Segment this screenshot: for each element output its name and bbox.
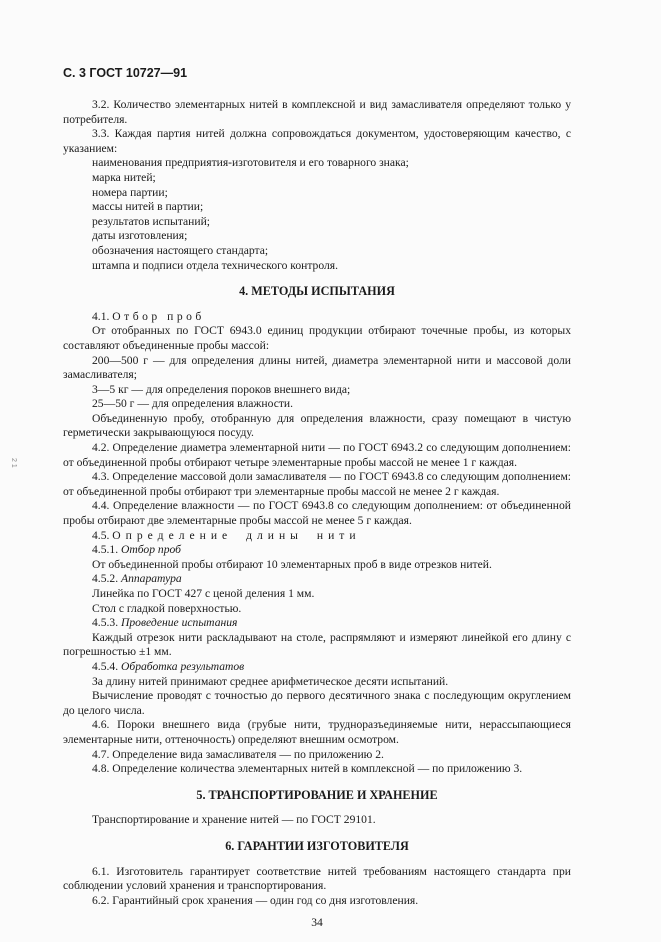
list-3-3 [63,156,571,273]
section-5-heading: 5. ТРАНСПОРТИРОВАНИЕ И ХРАНЕНИЕ [196,787,438,802]
subsection-4-5-1 [63,543,571,558]
list-item: номера партии; [92,185,168,199]
margin-mark: 2 1 [10,458,17,468]
list-item: наименования предприятия-изготовителя и его товарного знака; [92,156,409,170]
list-item: обозначения настоящего стандарта; [92,243,269,257]
subsection-4-1 [63,310,571,325]
page-number: 34 [311,916,323,930]
paragraph-6-2: 6.2. Гарантийный срок хранения — один год со дня изготовления. [92,893,419,907]
paragraph-4-5-2-a: Линейка по ГОСТ 427 с ценой деления 1 мм. [92,587,315,600]
subsection-number: 4.5.3. [92,616,121,630]
subsection-title: Аппаратура [120,572,182,586]
section-6-heading: 6. ГАРАНТИИ ИЗГОТОВИТЕЛЯ [225,838,409,853]
subsection-number: 4.5. [92,528,113,542]
list-item: марка нитей; [92,170,156,184]
paragraph-4-7: 4.7. Определение вида замасливателя — по приложению 2. [92,747,384,761]
list-item: результатов испытаний; [92,214,211,228]
paragraph-4-8: 4.8. Определение количества элементарных нитей в комплексной — по приложению 3. [92,762,523,776]
paragraph-6-1: 6.1. Изготовитель гарантирует соответствие нитей требованиям настоящего стандарта при соблюдении условий хранения и транспортирования. [63,864,571,893]
subsection-title: Обработка результатов [120,659,245,673]
paragraph-4-5-4-b: Вычисление проводят с точностью до первого десятичного знака с последующим округлением до целого числа. [63,689,571,717]
paragraph-3-2: 3.2. Количество элементарных нитей в комплексной и вид замасливателя определяют только у потребителя. [63,98,571,126]
subsection-number: 4.1. [92,309,113,323]
paragraph-4-3: 4.3. Определение массовой доли замасливателя — по ГОСТ 6943.8 со следующим дополнением: от объединенной пробы отбирают три элементарные пробы массой не менее 2 г каждая. [63,470,571,498]
subsection-title: Отбор проб [112,309,205,323]
subsection-4-5-3 [63,616,571,631]
page-header: С. 3 ГОСТ 10727—91 [63,66,188,80]
paragraph-4-5-2-b: Стол с гладкой поверхностью. [92,601,242,615]
section-4-heading: 4. МЕТОДЫ ИСПЫТАНИЯ [239,284,395,299]
paragraph-4-1-e: Объединенную пробу, отобранную для определения влажности, сразу помещают в чистую герметически закрывающуюся посуду. [63,411,571,440]
subsection-title: Определение длины нити [112,528,361,542]
subsection-number: 4.5.1. [92,543,121,557]
paragraph-4-5-1: От объединенной пробы отбирают 10 элементарных проб в виде отрезков нитей. [92,557,492,571]
subsection-4-5-4 [63,660,571,675]
list-item: даты изготовления; [92,229,188,243]
list-item: массы нитей в партии; [92,200,204,214]
paragraph-5: Транспортирование и хранение нитей — по ГОСТ 29101. [92,813,376,827]
paragraph-4-5-4-a: За длину нитей принимают среднее арифметическое десяти испытаний. [92,674,449,688]
subsection-title: Отбор проб [120,543,181,557]
list-item: штампа и подписи отдела технического контроля. [92,258,339,272]
page-content [63,98,571,942]
paragraph-4-6: 4.6. Пороки внешнего вида (грубые нити, трудноразъединяемые нити, нерассыпающиеся элементарные нити, оттеночность) определяют внешним осмотром. [63,718,571,746]
paragraph-4-1-d: 25—50 г — для определения влажности. [92,397,294,411]
paragraph-4-1-c: 3—5 кг — для определения пороков внешнего вида; [92,382,351,396]
paragraph-4-5-3: Каждый отрезок нити раскладывают на столе, распрямляют и измеряют линейкой его длину с погрешностью ±1 мм. [63,630,571,659]
paragraph-3-3: 3.3. Каждая партия нитей должна сопровождаться документом, удостоверяющим качество, с указанием: [63,127,571,155]
paragraph-4-1-b: 200—500 г — для определения длины нитей, диаметра элементарной нити и массовой доли замасливателя; [63,353,571,382]
subsection-number: 4.5.4. [92,659,121,673]
paragraph-4-4: 4.4. Определение влажности — по ГОСТ 6943.8 со следующим дополнением: от объединенной пробы отбирают две элементарные пробы массой не менее 5 г каждая. [63,499,571,528]
subsection-4-5 [63,529,571,544]
subsection-title: Проведение испытания [120,616,238,630]
paragraph-4-1-a: От отобранных по ГОСТ 6943.0 единиц продукции отбирают точечные пробы, из которых составляют объединенные пробы массой: [63,324,571,352]
subsection-4-5-2 [63,572,571,587]
subsection-number: 4.5.2. [92,572,121,586]
paragraph-4-2: 4.2. Определение диаметра элементарной нити — по ГОСТ 6943.2 со следующим дополнением: от объединенной пробы отбирают четыре элементарные пробы массой не менее 1 г каждая. [63,441,571,469]
